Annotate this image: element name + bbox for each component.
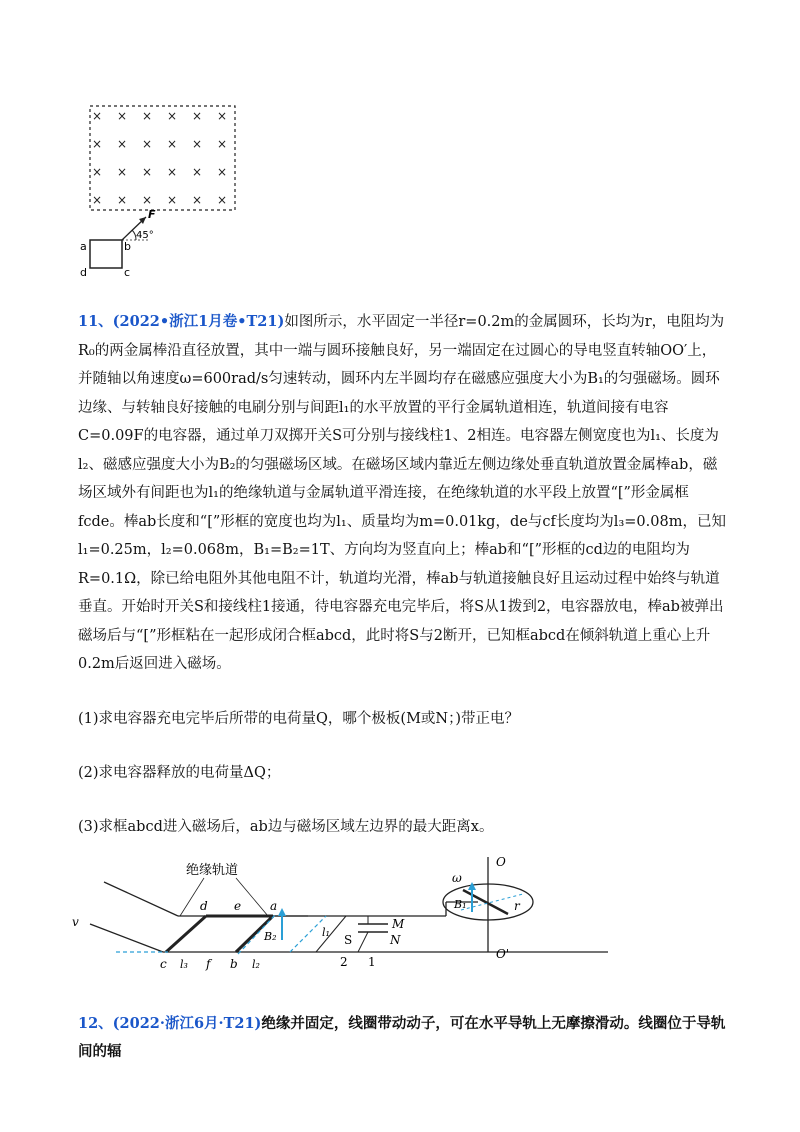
label-e: e <box>234 899 242 913</box>
label-l1: l₁ <box>322 926 330 939</box>
label-N: N <box>390 933 401 947</box>
field-x-mark: × <box>217 109 228 123</box>
question-1: (1)求电容器充电完毕后所带的电荷量Q，哪个极板(M或N；)带正电？ <box>78 711 520 727</box>
field-x-mark: × <box>117 137 128 151</box>
field-x-mark: × <box>142 193 153 207</box>
problem-11-number: 11、(2022•浙江1月卷•T21) <box>78 313 285 330</box>
label-v: v <box>72 915 79 929</box>
problem-12-number: 12、(2022·浙江6月·T21) <box>78 1015 262 1032</box>
field-x-mark: × <box>117 109 128 123</box>
field-x-mark: × <box>217 165 228 179</box>
label-insulated-rails: 绝缘轨道 <box>186 863 239 878</box>
field-x-marks <box>92 109 227 207</box>
field-x-mark: × <box>142 109 153 123</box>
label-O: O <box>496 855 506 869</box>
label-b: b <box>230 957 238 971</box>
field-x-mark: × <box>192 109 203 123</box>
label-F: F <box>148 208 156 221</box>
label-a: a <box>270 899 278 913</box>
field-x-mark: × <box>192 193 203 207</box>
field-x-mark: × <box>167 137 178 151</box>
label-B2: B₂ <box>264 930 277 943</box>
label-S: S <box>344 933 353 947</box>
field-x-mark: × <box>92 109 103 123</box>
label-d: d <box>80 266 87 279</box>
field-x-mark: × <box>92 137 103 151</box>
label-l3: l₃ <box>180 958 188 971</box>
field-x-mark: × <box>92 193 103 207</box>
label-r: r <box>514 899 520 913</box>
field-x-mark: × <box>167 193 178 207</box>
field-x-mark: × <box>92 165 103 179</box>
label-c: c <box>160 957 167 971</box>
label-O-prime: O' <box>496 947 510 961</box>
label-a: a <box>80 240 87 253</box>
figure-rails-ring <box>68 852 728 982</box>
label-2: 2 <box>340 955 348 969</box>
label-B1: B₁ <box>454 898 467 911</box>
field-x-mark: × <box>167 109 178 123</box>
label-omega: ω <box>452 871 462 885</box>
label-l2: l₂ <box>252 958 260 971</box>
field-x-mark: × <box>192 137 203 151</box>
figure-field-loop <box>78 100 248 280</box>
field-x-mark: × <box>117 165 128 179</box>
field-x-mark: × <box>142 137 153 151</box>
label-angle: 45° <box>136 230 154 241</box>
problem-11 <box>78 308 726 679</box>
label-M: M <box>392 917 405 931</box>
label-1: 1 <box>368 955 376 969</box>
label-d: d <box>200 899 208 913</box>
problem-11-text: 如图所示，水平固定一半径r=0.2m的金属圆环，长均为r，电阻均为R₀的两金属棒沿直径放置，其中一端与圆环接触良好，另一端固定在过圆心的导电竖直转轴OO′上，并随轴以角速度ω=600rad/s匀速转动，圆环内左半圆均存在磁感应强度大小为B₁的匀强磁场。圆环边缘、与转轴良好接触的电刷分别与间距l₁的水平放置的平行金属轨道相连，轨道间接有电容C=0.09F的电容器，通过单刀双掷开关S可分别与接线柱1、2相连。电容器左侧宽度也为l₁、长度为l₂、磁感应强度大小为B₂的匀强磁场区域。在磁场区域内靠近左侧边缘处垂直轨道放置金属棒ab，磁场区域外有间距也为l₁的绝缘轨道与金属轨道平滑连接，在绝缘轨道的水平段上放置“[”形金属框fcde。棒ab长度和“[”形框的宽度也均为l₁、质量均为m=0.01kg，de与cf长度均为l₃=0.08m，已知l₁=0.25m，l₂=0.068m，B₁=B₂=1T、方向均为竖直向上；棒ab和“[”形框的cd边的电阻均为R=0.1Ω，除已给电阻外其他电阻不计，轨道均光滑，棒ab与轨道接触良好且运动过程中始终与轨道垂直。开始时开关S和接线柱1接通，待电容器充电完毕后，将S从1拨到2，电容器放电，棒ab被弹出磁场后与“[”形框粘在一起形成闭合框abcd，此时将S与2断开，已知框abcd在倾斜轨道上重心上升0.2m后返回进入磁场。 <box>78 314 726 672</box>
label-c: c <box>124 266 131 279</box>
field-x-mark: × <box>117 193 128 207</box>
question-2: (2)求电容器释放的电荷量ΔQ； <box>78 765 281 781</box>
label-f: f <box>206 957 211 971</box>
field-x-mark: × <box>142 165 153 179</box>
problem-12 <box>78 1010 738 1066</box>
question-3: (3)求框abcd进入磁场后，ab边与磁场区域左边界的最大距离x。 <box>78 819 494 835</box>
label-b: b <box>124 240 131 253</box>
field-x-mark: × <box>192 165 203 179</box>
problem-12-text: 绝缘并固定，线圈带动动子，可在水平导轨上无摩擦滑动。线圈位于导轨间的辐 <box>78 1015 726 1060</box>
field-x-mark: × <box>217 193 228 207</box>
field-x-mark: × <box>217 137 228 151</box>
field-x-mark: × <box>167 165 178 179</box>
